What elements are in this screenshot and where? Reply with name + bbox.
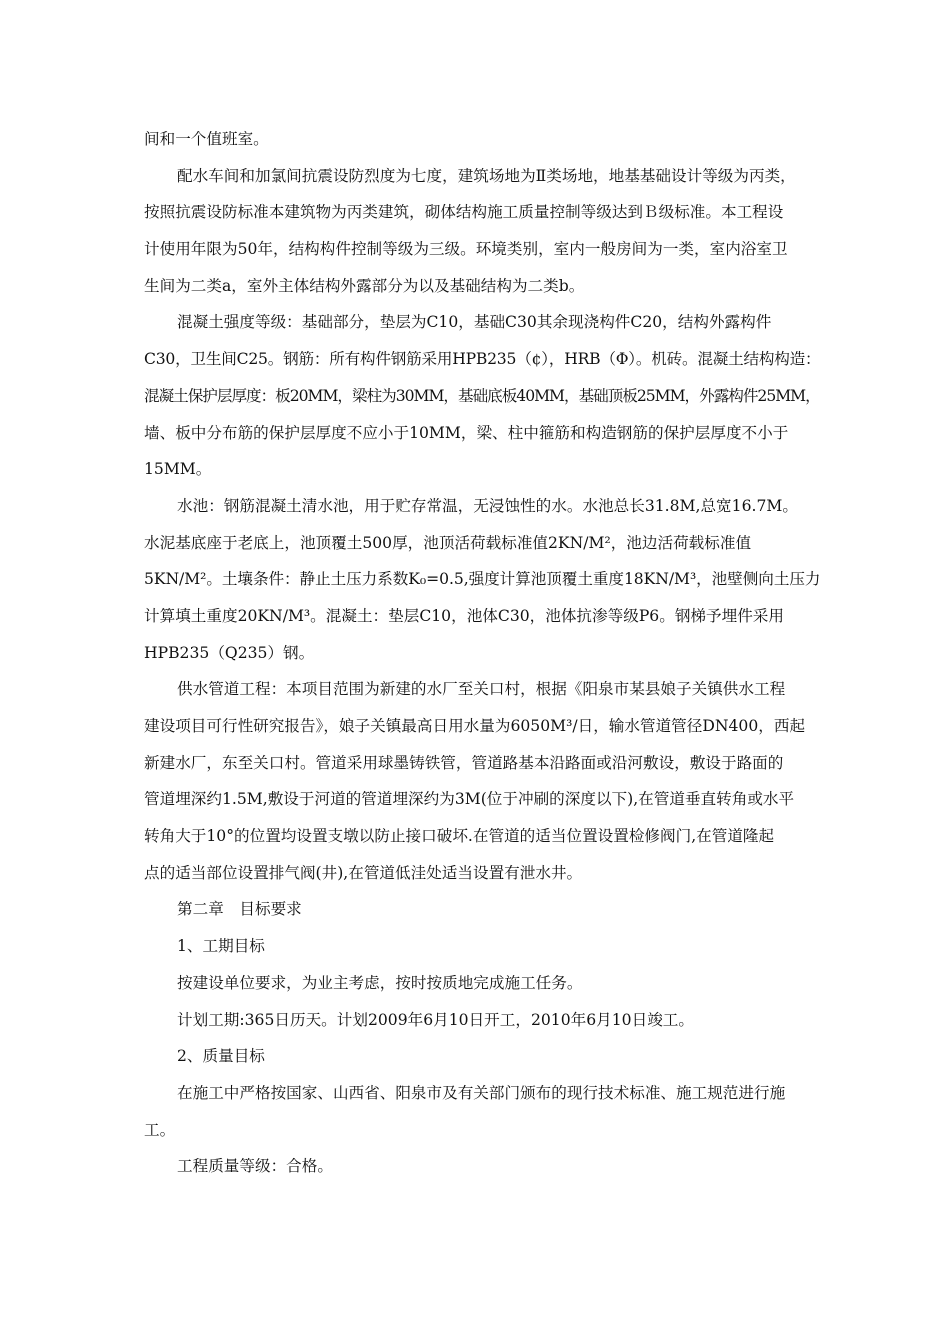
text-line: 水泥基底座于老底上，池顶覆土500厚，池顶活荷载标准值2KN/M²，池边活荷载标准值	[144, 533, 752, 552]
text-line: 管道埋深约1.5M,敷设于河道的管道埋深约为3M(位于冲刷的深度以下),在管道垂直转角或水平	[144, 790, 795, 809]
text-line: 新建水厂，东至关口村。管道采用球墨铸铁管，管道路基本沿路面或沿河敷设，敷设于路面的	[144, 753, 784, 772]
text-line: 5KN/M²。土壤条件：静止土压力系数K₀=0.5,强度计算池顶覆土重度18KN/M³，池壁侧向土压力	[144, 570, 821, 589]
text-line: 第二章 目标要求	[177, 900, 302, 919]
text-line: 在施工中严格按国家、山西省、阳泉市及有关部门颁布的现行技术标准、施工规范进行施	[177, 1083, 786, 1102]
text-line: 2、质量目标	[177, 1047, 265, 1066]
text-line: 计划工期:365日历天。计划2009年6月10日开工，2010年6月10日竣工。	[177, 1010, 694, 1029]
text-line: 间和一个值班室。	[144, 130, 269, 148]
text-line: 点的适当部位设置排气阀(井),在管道低洼处适当设置有泄水井。	[144, 863, 583, 882]
text-line: 1、工期目标	[177, 937, 265, 956]
text-line: 配水车间和加氯间抗震设防烈度为七度，建筑场地为Ⅱ类场地，地基基础设计等级为丙类，	[177, 166, 796, 185]
text-line: 按照抗震设防标准本建筑物为丙类建筑，砌体结构施工质量控制等级达到Ｂ级标准。本工程设	[144, 203, 784, 222]
text-line: 计使用年限为50年，结构构件控制等级为三级。环境类别，室内一般房间为一类，室内浴室卫	[144, 240, 788, 259]
text-line: 转角大于10°的位置均设置支墩以防止接口破坏.在管道的适当位置设置检修阀门,在管道隆起	[144, 827, 775, 846]
document-body	[144, 121, 820, 1185]
text-line: 混凝土强度等级：基础部分，垫层为C10，基础C30其余现浇构件C20，结构外露构件	[177, 313, 772, 332]
text-line: C30，卫生间C25。钢筋：所有构件钢筋采用HPB235（¢），HRB（Φ）。机砖。混凝土结构构造：	[144, 350, 821, 369]
text-line: 建设项目可行性研究报告》，娘子关镇最高日用水量为6050M³/日，输水管道管径DN400，西起	[144, 717, 806, 735]
text-line: 墙、板中分布筋的保护层厚度不应小于10MM，梁、柱中箍筋和构造钢筋的保护层厚度不小于	[144, 423, 789, 442]
text-line: 工。	[144, 1120, 176, 1139]
text-line: 15MM。	[144, 460, 212, 479]
text-line: 工程质量等级：合格。	[177, 1157, 333, 1176]
text-line: 按建设单位要求，为业主考虑，按时按质地完成施工任务。	[177, 973, 583, 992]
text-line: 生间为二类a，室外主体结构外露部分为以及基础结构为二类b。	[144, 276, 585, 295]
text-line: 供水管道工程：本项目范围为新建的水厂至关口村，根据《阳泉市某县娘子关镇供水工程	[177, 680, 786, 699]
text-line: 水池：钢筋混凝土清水池，用于贮存常温，无浸蚀性的水。水池总长31.8M,总宽16.7M。	[177, 496, 798, 515]
text-line: HPB235（Q235）钢。	[144, 643, 315, 662]
text-line: 计算填土重度20KN/M³。混凝土：垫层C10，池体C30，池体抗渗等级P6。钢梯予埋件采用	[144, 606, 784, 625]
text-line: 混凝土保护层厚度：板20MM，梁柱为30MM，基础底板40MM，基础顶板25MM，外露构件25MM，	[144, 386, 820, 405]
